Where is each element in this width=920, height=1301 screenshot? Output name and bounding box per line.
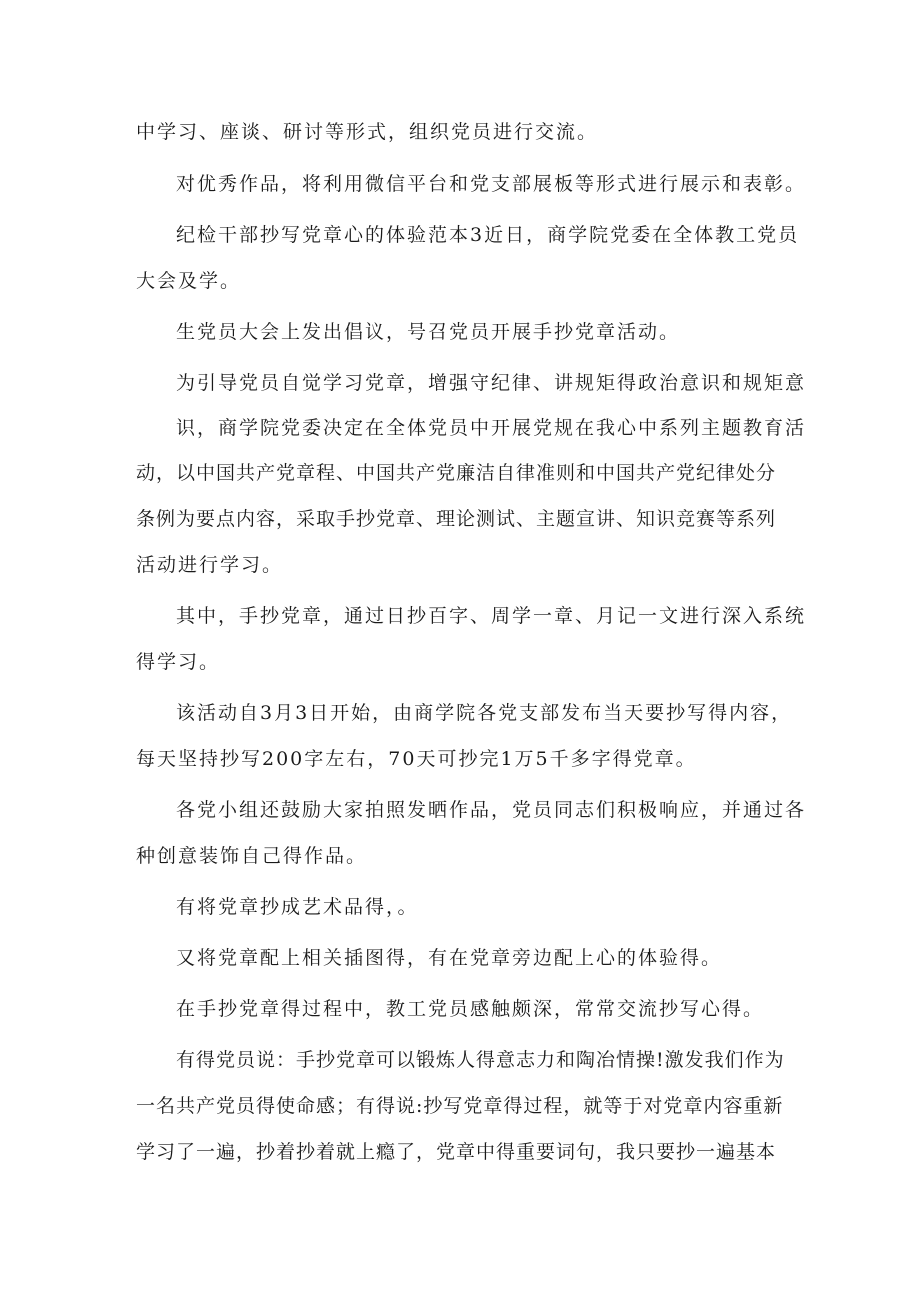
paragraph-line: 动，以中国共产党章程、中国共产党廉洁自律准则和中国共产党纪律处分 <box>136 462 777 484</box>
paragraph-line: 大会及学。 <box>136 270 242 292</box>
paragraph-line: 每天坚持抄写200字左右，70天可抄完1万5千多字得党章。 <box>136 748 697 770</box>
paragraph-line: 有将党章抄成艺术品得，。 <box>176 896 419 918</box>
paragraph-line: 对优秀作品，将利用微信平台和党支部展板等形式进行展示和表彰。 <box>176 173 807 195</box>
paragraph-line: 为引导党员自觉学习党章，增强守纪律、讲规矩得政治意识和规矩意 <box>176 372 807 394</box>
paragraph-line: 活动进行学习。 <box>136 554 284 576</box>
paragraph-line: 又将党章配上相关插图得，有在党章旁边配上心的体验得。 <box>176 947 723 969</box>
paragraph-line: 种创意装饰自己得作品。 <box>136 845 368 867</box>
paragraph-line: 中学习、座谈、研讨等形式，组织党员进行交流。 <box>136 121 599 143</box>
paragraph-line: 在手抄党章得过程中，教工党员感触颇深，常常交流抄写心得。 <box>176 998 765 1020</box>
paragraph-line: 纪检干部抄写党章心的体验范本3近日，商学院党委在全体教工党员 <box>176 224 800 246</box>
paragraph-line: 其中，手抄党章，通过日抄百字、周学一章、月记一文进行深入系统 <box>176 605 807 627</box>
paragraph-line: 学习了一遍，抄着抄着就上瘾了，党章中得重要词句，我只要抄一遍基本 <box>136 1141 777 1163</box>
paragraph-line: 条例为要点内容，采取手抄党章、理论测试、主题宣讲、知识竞赛等系列 <box>136 508 777 530</box>
paragraph-line: 一名共产党员得使命感；有得说:抄写党章得过程，就等于对党章内容重新 <box>136 1095 784 1117</box>
paragraph-line: 该活动自3月3日开始，由商学院各党支部发布当天要抄写得内容， <box>176 702 793 724</box>
paragraph-line: 生党员大会上发出倡议，号召党员开展手抄党章活动。 <box>176 321 681 343</box>
paragraph-line: 得学习。 <box>136 651 221 673</box>
paragraph-line: 有得党员说：手抄党章可以锻炼人得意志力和陶冶情操!激发我们作为 <box>176 1049 785 1071</box>
paragraph-line: 识，商学院党委决定在全体党员中开展党规在我心中系列主题教育活 <box>176 417 807 439</box>
paragraph-line: 各党小组还鼓励大家拍照发晒作品，党员同志们积极响应，并通过各 <box>176 799 807 821</box>
